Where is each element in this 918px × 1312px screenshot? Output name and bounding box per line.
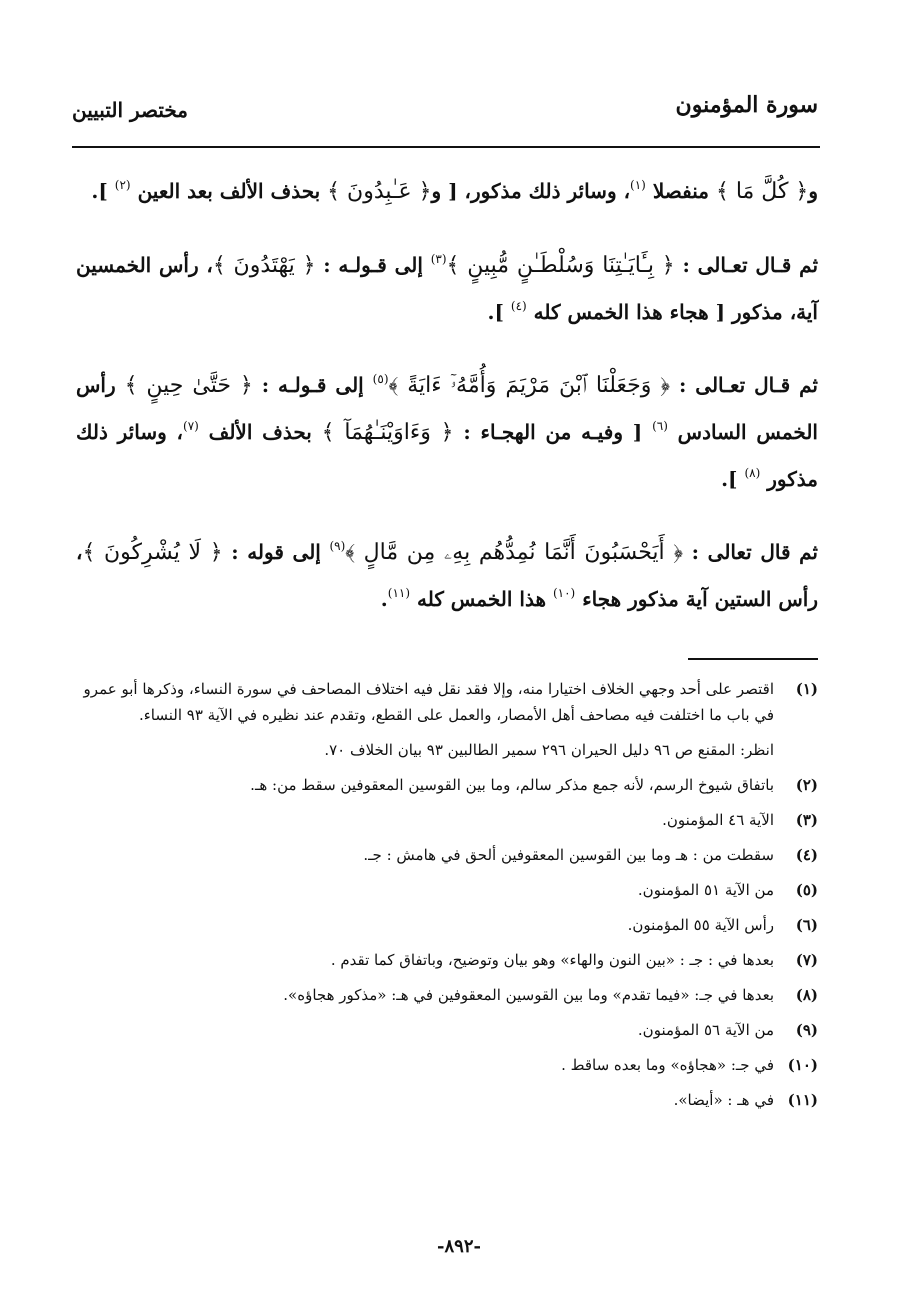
footnote-text: اقتصر على أحد وجهي الخلاف اختيارا منه، وإلا فقد نقل فيه اختلاف المصاحف في سورة النساء، وذكرها أبو عمرو في باب ما اختلفت فيه مصاحف أهل الأمصار، والعمل على القطع، وتقدم عند نظيره في الآية ٩٣ النساء. [83,680,774,724]
footnote-number [774,737,818,763]
footnote-ref: (٢) [114,178,131,192]
footnote-text: رأس الآية ٥٥ المؤمنون. [627,916,774,934]
quran-quote: ﴿ حَتَّىٰ حِينٍ ﴾ [124,373,253,398]
footnote-ref: (١) [630,178,646,192]
footnote-number: (١٠) [787,1056,818,1074]
footnote [72,912,818,938]
footnote-text: في جـ: «هجاؤه» وما بعده ساقط . [561,1056,774,1074]
footnote [72,676,818,728]
text-segment: . [380,587,388,611]
text-segment: بحذف الألف بعد العين [130,179,328,203]
text-segment: هذا الخمس كله [410,587,553,611]
footnote [72,842,818,868]
main-text [76,168,818,622]
text-segment: إلى قوله : [222,540,330,564]
text-segment: إلى قـولـه : [315,253,431,277]
paragraph [76,362,818,502]
footnote-text: من الآية ٥٦ المؤمنون. [637,1021,774,1039]
footnote [72,1087,818,1113]
text-segment: ثم قـال تعـالى : [674,253,819,277]
footnote-ref: (٨) [744,466,761,480]
footnote-ref: (١١) [387,586,411,600]
footnote-ref: (٧) [183,419,199,433]
quran-quote: ﴿ يَهْتَدُونَ ﴾ [212,253,316,278]
text-segment: بحذف الألف [198,420,322,444]
quran-quote: ﴿ وَءَاوَيْنَـٰهُمَآ ﴾ [321,420,454,445]
text-segment: ثم قـال تعـالى : [670,373,819,397]
footnote-number: (٩) [795,1021,818,1039]
surah-title: سورة المؤمنون [675,92,818,118]
footnote-text: انظر: المقنع ص ٩٦ دليل الحيران ٢٩٦ سمير الطالبين ٩٣ بيان الخلاف ٧٠. [324,741,774,759]
footnote-number: (٣) [795,811,818,829]
text-segment: ]. [721,467,745,491]
footnote-number: (١١) [787,1091,818,1109]
footnotes-section [72,676,818,1122]
footnote-number: (٦) [795,916,818,934]
footnote-number: (١) [795,680,818,698]
paragraph [76,168,818,215]
footnote-text: سقطت من : هـ وما بين القوسين المعقوفين ألحق في هامش : جـ. [363,846,774,864]
text-segment: ، وسائر ذلك مذكور، [ و [431,179,631,203]
footnote-divider [688,658,818,660]
footnote-ref: (٤) [510,299,527,313]
text-segment: ، وسائر ذلك مذكور [76,420,818,491]
footnote [72,1017,818,1043]
footnote-number: (٥) [795,881,818,899]
quran-quote: ﴿ بِـَٔايَـٰتِنَا وَسُلْطَـٰنٍ مُّبِينٍ ﴾ [446,253,675,278]
book-title: مختصر التبيين [72,98,189,122]
footnote-text: من الآية ٥١ المؤمنون. [637,881,774,899]
paragraph [76,242,818,335]
quran-quote: ﴿ كُلَّ مَا ﴾ [715,179,809,204]
footnote-text: بعدها في : جـ : «بين النون والهاء» وهو بيان وتوضيح، وباتفاق كما تقدم . [330,951,774,969]
footnote [72,1052,818,1078]
paragraph [76,529,818,622]
footnote-ref: (٥) [372,372,389,386]
footnote-ref: (٣) [430,252,447,266]
footnote [72,737,818,763]
text-segment: و [808,179,818,203]
footnote-text: بعدها في جـ: «فيما تقدم» وما بين القوسين المعقوفين في هـ: «مذكور هجاؤه». [283,986,774,1004]
text-segment: ثم قال تعالى : [683,540,818,564]
header-divider [72,146,820,148]
page-number: -٨٩٢- [437,1236,481,1257]
quran-quote: ﴿ عَـٰبِدُونَ ﴾ [327,179,432,204]
text-segment: [ وفيـه من الهجـاء : [453,420,653,444]
footnote-ref: (١٠) [552,586,576,600]
footnote [72,877,818,903]
footnote-number: (٨) [795,986,818,1004]
footnote-number: (٤) [795,846,818,864]
footnote-number: (٧) [795,951,818,969]
quran-quote: ﴿ وَجَعَلْنَا ٱبْنَ مَرْيَمَ وَأُمَّهُۥٓ ءَايَةً ﴾ [388,373,671,398]
text-segment: ]. [487,300,511,324]
footnote-number: (٢) [795,776,818,794]
footnote-text: باتفاق شيوخ الرسم، لأنه جمع مذكر سالم، وما بين القوسين المعقوفين سقط من: هـ. [250,776,774,794]
text-segment: منفصلا [645,179,716,203]
quran-quote: ﴿ لَا يُشْرِكُونَ ﴾ [82,540,223,565]
footnote [72,947,818,973]
text-segment: رأس الخمس السادس [76,373,818,444]
footnote [72,982,818,1008]
footnote-ref: (٦) [652,419,668,433]
footnote-ref: (٩) [329,539,346,553]
text-segment: ]. [91,179,115,203]
page-header [72,92,818,132]
footnote [72,807,818,833]
footnote-text: في هـ : «أيضا». [673,1091,774,1109]
text-segment: ، رأس الستين آية مذكور هجاء [76,540,818,611]
text-segment: إلى قـولـه : [252,373,373,397]
quran-quote: ﴿ أَيَحْسَبُونَ أَنَّمَا نُمِدُّهُم بِهِۦ مِن مَّالٍ ﴾ [345,540,684,565]
text-segment: ، رأس الخمسين آية، مذكور [ هجاء هذا الخمس كله [76,253,818,324]
footnote [72,772,818,798]
footnote-text: الآية ٤٦ المؤمنون. [662,811,774,829]
